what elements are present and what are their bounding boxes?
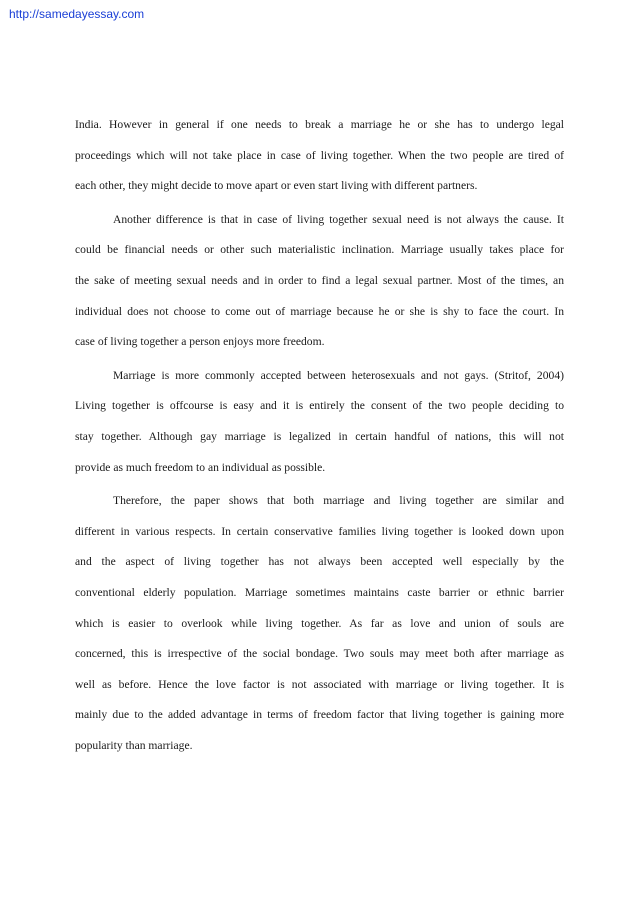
text-line: individual does not choose to come out of marriage because he or she is shy to face the court. In <box>75 304 564 318</box>
text-line: stay together. Although gay marriage is legalized in certain handful of nations, this will not <box>75 429 564 443</box>
text-line: proceedings which will not take place in case of living together. When the two people are tired of <box>75 148 564 162</box>
paragraph-4 <box>75 486 564 761</box>
text-line: concerned, this is irrespective of the social bondage. Two souls may meet both after marriage as <box>75 647 564 661</box>
text-line: case of living together a person enjoys more freedom. <box>75 335 325 349</box>
paragraph-3 <box>75 361 564 483</box>
text-line: popularity than marriage. <box>75 738 193 752</box>
paragraph-2 <box>75 205 564 358</box>
text-line: each other, they might decide to move apart or even start living with different partners. <box>75 179 478 193</box>
text-line: conventional elderly population. Marriage sometimes maintains caste barrier or ethnic barrier <box>75 585 564 599</box>
text-line: provide as much freedom to an individual as possible. <box>75 460 326 474</box>
text-line: India. However in general if one needs to break a marriage he or she has to undergo legal <box>75 118 564 131</box>
text-line: different in various respects. In certain conservative families living together is looked down upon <box>75 524 564 538</box>
document-body <box>75 110 564 761</box>
text-line: could be financial needs or other such materialistic inclination. Marriage usually takes place for <box>75 243 564 257</box>
paragraph-1 <box>75 110 564 202</box>
source-url-link[interactable]: http://samedayessay.com <box>9 7 145 21</box>
text-line: and the aspect of living together has not always been accepted well especially by the <box>75 555 564 569</box>
text-line: which is easier to overlook while living together. As far as love and union of souls are <box>75 616 564 630</box>
text-line: mainly due to the added advantage in terms of freedom factor that living together is gaining more <box>75 708 564 722</box>
text-line: Therefore, the paper shows that both marriage and living together are similar and <box>113 494 564 508</box>
text-line: Marriage is more commonly accepted between heterosexuals and not gays. (Stritof, 2004) <box>113 368 564 382</box>
text-line: Another difference is that in case of living together sexual need is not always the cause. It <box>113 212 564 226</box>
text-line: the sake of meeting sexual needs and in order to find a legal sexual partner. Most of the times, an <box>75 273 564 287</box>
text-line: Living together is offcourse is easy and it is entirely the consent of the two people deciding to <box>75 399 564 413</box>
text-line: well as before. Hence the love factor is not associated with marriage or living together. It is <box>75 677 564 691</box>
